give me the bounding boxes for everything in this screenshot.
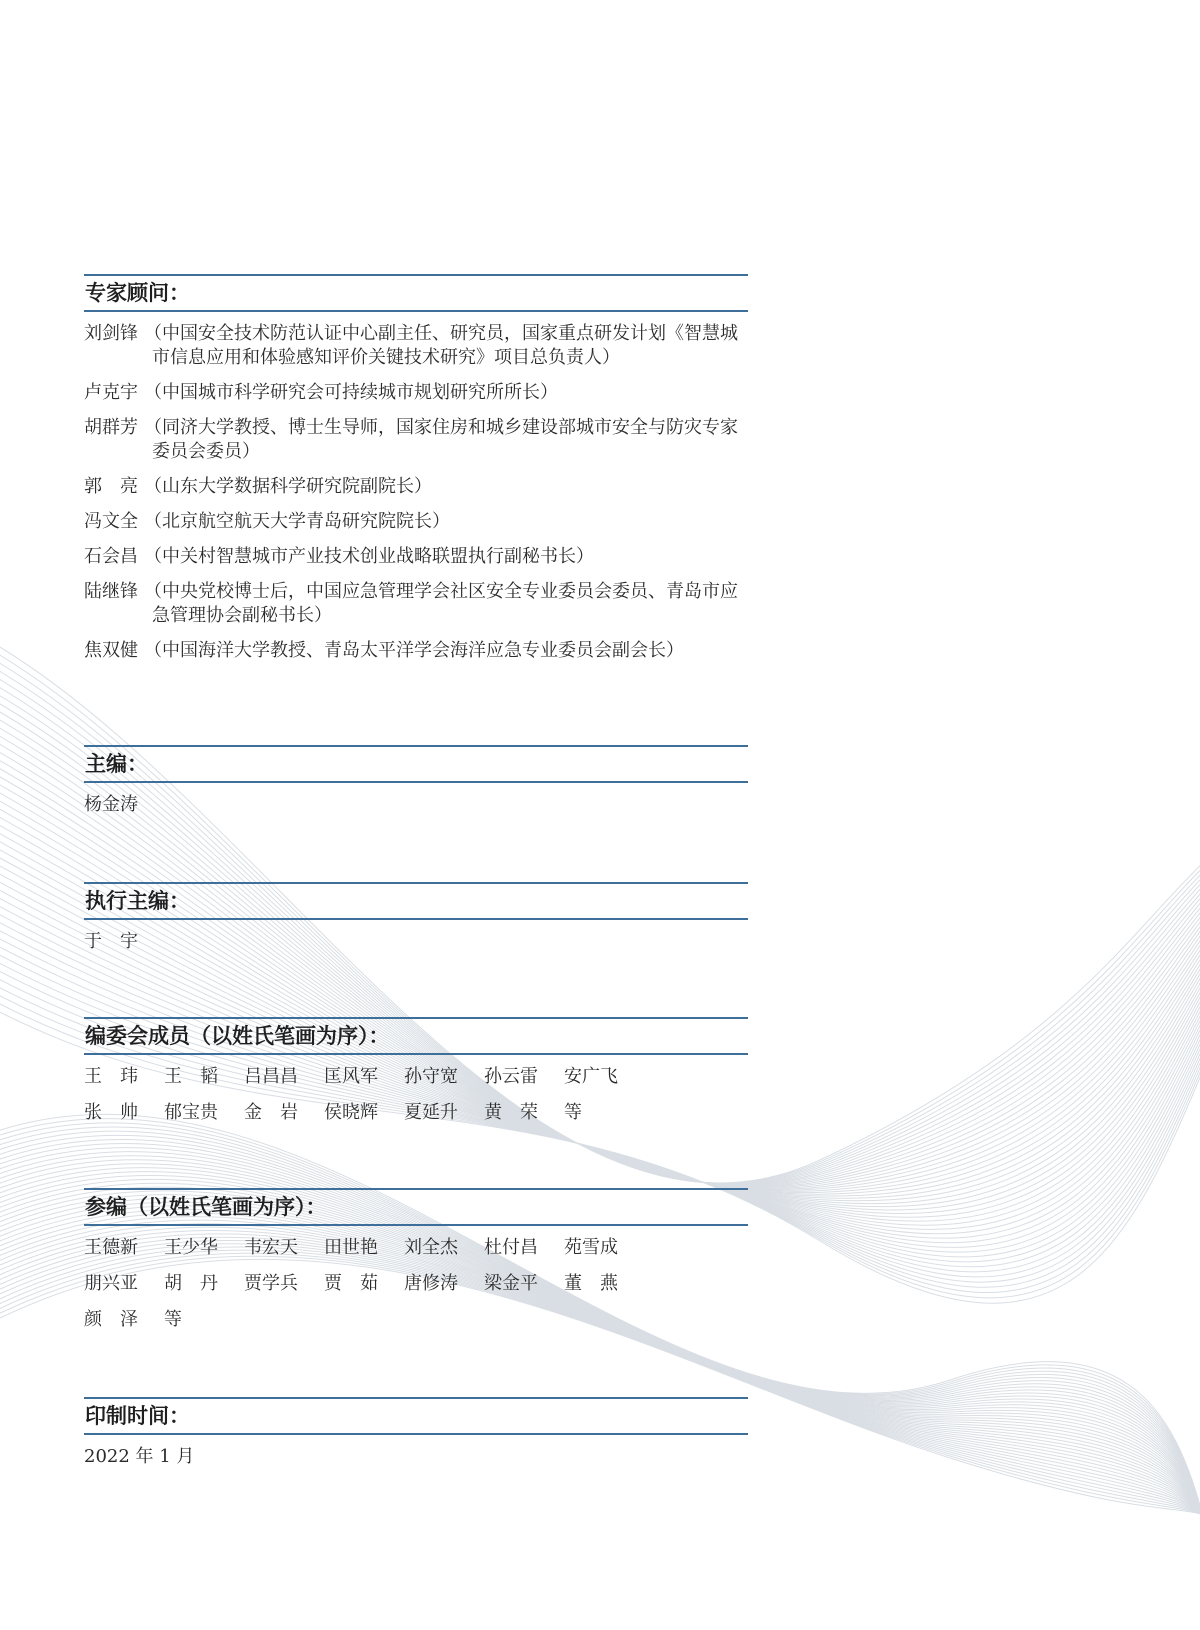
contributors-heading: 参编（以姓氏笔画为序）： (84, 1188, 748, 1226)
advisor-name: 卢克宇 (84, 382, 138, 403)
person-name: 郁宝贵 (164, 1102, 218, 1123)
advisor-name: 焦双健 (84, 640, 138, 661)
committee-section (84, 1017, 748, 1137)
advisor-description: （中国安全技术防范认证中心副主任、研究员，国家重点研发计划《智慧城市信息应用和体验感知评价关键技术研究》项目总负责人） (144, 323, 738, 368)
advisor-entry (84, 510, 748, 534)
advisor-description: （中关村智慧城市产业技术创业战略联盟执行副秘书长） (144, 546, 594, 567)
advisor-name: 刘剑锋 (84, 323, 138, 344)
advisor-list (84, 312, 748, 663)
person-name: 孙守宽 (404, 1066, 458, 1087)
chief-editor-section (84, 745, 748, 817)
person-name: 刘全杰 (404, 1237, 458, 1258)
person-name: 金 岩 (244, 1102, 298, 1123)
wave-line (0, 814, 1200, 1206)
person-name: 王少华 (164, 1237, 218, 1258)
person-name: 王 韬 (164, 1066, 218, 1087)
names-row (84, 1101, 748, 1125)
contributors-section (84, 1188, 748, 1344)
advisor-description: （同济大学教授、博士生导师，国家住房和城乡建设部城市安全与防灾专家委员会委员） (144, 417, 738, 462)
print-time-value: 2022 年 1 月 (84, 1446, 195, 1467)
advisor-entry (84, 381, 748, 405)
committee-names (84, 1055, 748, 1125)
advisor-name: 陆继锋 (84, 581, 138, 602)
advisor-description: （北京航空航天大学青岛研究院院长） (144, 511, 450, 532)
wave-line (0, 790, 1200, 1198)
committee-heading: 编委会成员（以姓氏笔画为序）： (84, 1017, 748, 1055)
wave-line (0, 798, 1200, 1201)
person-name: 朋兴亚 (84, 1273, 138, 1294)
exec-editor-heading: 执行主编： (84, 882, 748, 920)
person-name: 颜 泽 (84, 1309, 138, 1330)
exec-editor-section (84, 882, 748, 954)
person-name: 安广飞 (564, 1066, 618, 1087)
advisor-description: （中国城市科学研究会可持续城市规划研究所所长） (144, 382, 558, 403)
advisor-description: （山东大学数据科学研究院副院长） (144, 476, 432, 497)
person-name: 黄 荣 (484, 1102, 538, 1123)
person-name: 王 玮 (84, 1066, 138, 1087)
advisor-entry (84, 475, 748, 499)
person-name: 等 (164, 1309, 182, 1330)
advisor-description: （中央党校博士后，中国应急管理学会社区安全专业委员会委员、青岛市应急管理协会副秘书长） (144, 581, 738, 626)
print-time-section (84, 1397, 748, 1469)
names-row (84, 1236, 748, 1260)
advisor-entry (84, 416, 748, 464)
advisor-entry (84, 639, 748, 663)
advisor-name: 胡群芳 (84, 417, 138, 438)
advisor-name: 冯文全 (84, 511, 138, 532)
contributor-names (84, 1226, 748, 1332)
advisor-name: 石会昌 (84, 546, 138, 567)
person-name: 杜付昌 (484, 1237, 538, 1258)
person-name: 贾 茹 (324, 1273, 378, 1294)
person-name: 梁金平 (484, 1273, 538, 1294)
person-name: 等 (564, 1102, 582, 1123)
advisor-entry (84, 580, 748, 628)
person-name: 韦宏天 (244, 1237, 298, 1258)
person-name: 唐修涛 (404, 1273, 458, 1294)
chief-editor-name: 杨金涛 (84, 794, 138, 815)
advisors-heading: 专家顾问： (84, 274, 748, 312)
person-name: 贾学兵 (244, 1273, 298, 1294)
advisor-entry (84, 545, 748, 569)
advisor-name: 郭 亮 (84, 476, 138, 497)
names-row (84, 1272, 748, 1296)
person-name: 苑雪成 (564, 1237, 618, 1258)
person-name: 胡 丹 (164, 1273, 218, 1294)
person-name: 夏延升 (404, 1102, 458, 1123)
person-name: 张 帅 (84, 1102, 138, 1123)
person-name: 侯晓辉 (324, 1102, 378, 1123)
person-name: 田世艳 (324, 1237, 378, 1258)
advisor-entry (84, 322, 748, 370)
chief-editor-heading: 主编： (84, 745, 748, 783)
person-name: 孙云雷 (484, 1066, 538, 1087)
print-time-heading: 印制时间： (84, 1397, 748, 1435)
advisor-description: （中国海洋大学教授、青岛太平洋学会海洋应急专业委员会副会长） (144, 640, 684, 661)
wave-line (0, 806, 1200, 1203)
person-name: 董 燕 (564, 1273, 618, 1294)
names-row (84, 1065, 748, 1089)
exec-editor-name: 于 宇 (84, 931, 138, 952)
advisors-section (84, 274, 748, 674)
names-row (84, 1308, 748, 1332)
person-name: 匡风军 (324, 1066, 378, 1087)
person-name: 吕昌昌 (244, 1066, 298, 1087)
person-name: 王德新 (84, 1237, 138, 1258)
